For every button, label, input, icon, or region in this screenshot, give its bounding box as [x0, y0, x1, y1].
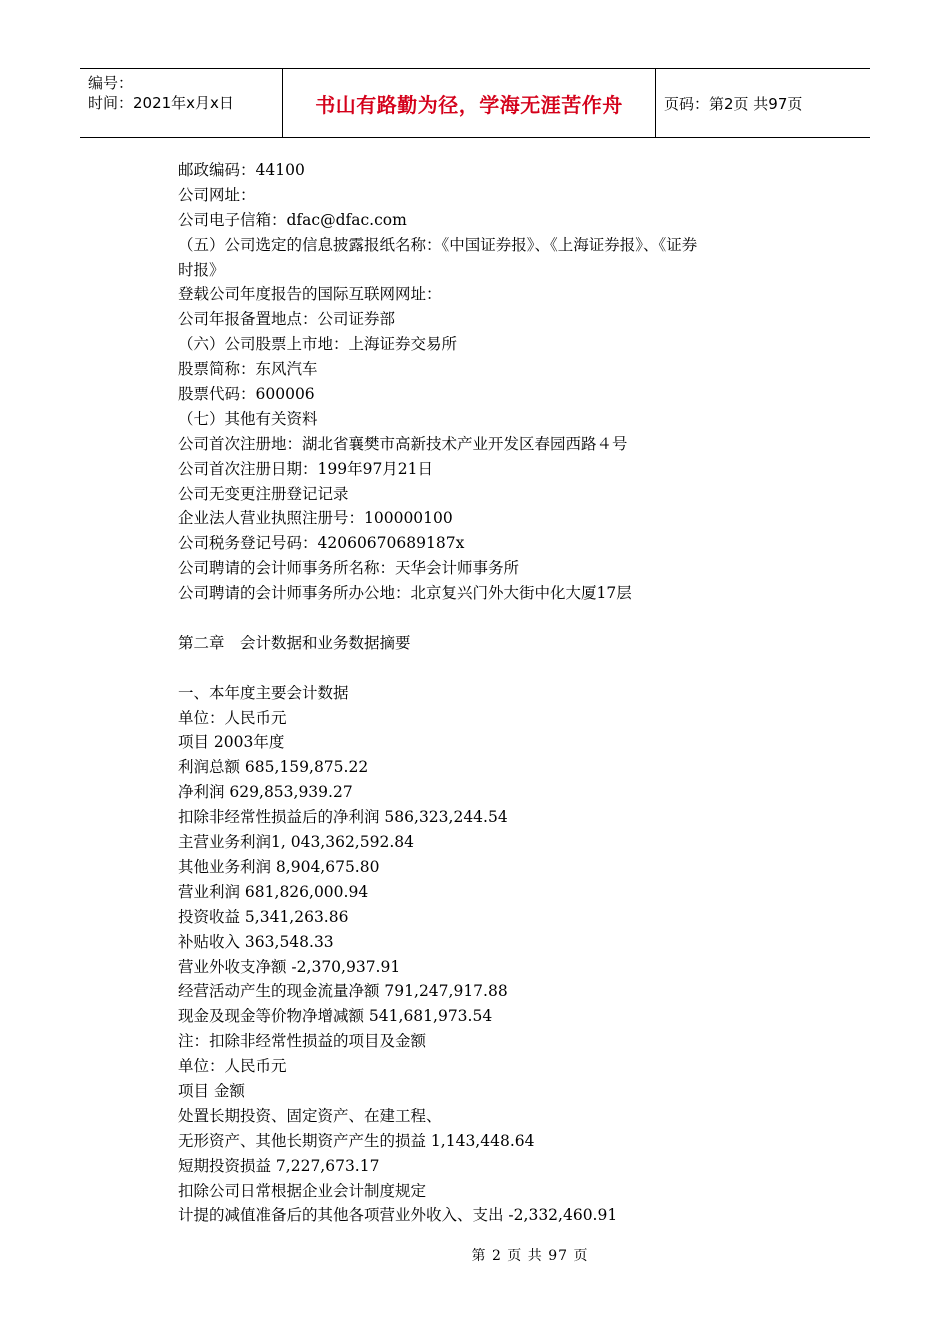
document-date: 时间：2021年x月x日 [88, 94, 234, 112]
body-line: 公司首次注册地：湖北省襄樊市高新技术产业开发区春园西路４号 [178, 434, 628, 453]
body-line: 净利润 629,853,939.27 [178, 783, 353, 802]
page-header [80, 68, 870, 138]
body-line: 项目 2003年度 [178, 733, 285, 752]
body-line: 计提的减值准备后的其他各项营业外收入、支出 -2,332,460.91 [178, 1206, 618, 1225]
body-line: 短期投资损益 7,227,673.17 [178, 1156, 380, 1175]
body-line: （六）公司股票上市地：上海证券交易所 [178, 335, 458, 354]
body-line: 扣除公司日常根据企业会计制度规定 [178, 1181, 427, 1200]
body-line: 公司网址： [178, 185, 256, 204]
body-line: 登载公司年度报告的国际互联网网址： [178, 285, 442, 304]
body-line: 单位：人民币元 [178, 708, 287, 727]
body-line: 时报》 [178, 260, 225, 279]
body-line: （七）其他有关资料 [178, 409, 318, 428]
body-line: 股票简称：东风汽车 [178, 360, 318, 379]
body-line: 注：扣除非经常性损益的项目及金额 [178, 1032, 427, 1051]
body-line: （五）公司选定的信息披露报纸名称：《中国证券报》、《上海证券报》、《证券 [178, 235, 698, 254]
blank-line [178, 656, 798, 681]
body-line: 一、本年度主要会计数据 [178, 683, 349, 702]
document-body [178, 158, 798, 1228]
body-line: 公司税务登记号码：42060670689187x [178, 534, 465, 553]
body-line: 项目 金额 [178, 1081, 245, 1100]
header-page-info: 页码：第2页 共97页 [664, 94, 803, 113]
body-line: 公司无变更注册登记记录 [178, 484, 349, 503]
body-line: 无形资产、其他长期资产产生的损益 1,143,448.64 [178, 1131, 535, 1150]
body-line: 投资收益 5,341,263.86 [178, 907, 349, 926]
body-line: 利润总额 685,159,875.22 [178, 758, 369, 777]
body-line: 营业外收支净额 -2,370,937.91 [178, 957, 401, 976]
body-line: 邮政编码：44100 [178, 161, 305, 179]
body-line: 现金及现金等价物净增减额 541,681,973.54 [178, 1007, 493, 1026]
body-line: 公司首次注册日期：199年97月21日 [178, 459, 434, 478]
document-code-label: 编号： [88, 74, 134, 92]
footer-page-number: 第 2 页 共 97 页 [471, 1248, 589, 1264]
body-line: 公司聘请的会计师事务所名称：天华会计师事务所 [178, 559, 520, 578]
body-line: 公司聘请的会计师事务所办公地：北京复兴门外大街中化大厦17层 [178, 584, 632, 603]
body-line: 补贴收入 363,548.33 [178, 932, 334, 951]
body-line: 公司电子信箱：dfac@dfac.com [178, 210, 407, 229]
body-line: 其他业务利润 8,904,675.80 [178, 857, 380, 876]
header-motto: 书山有路勤为径，学海无涯苦作舟 [282, 69, 656, 137]
body-line: 股票代码：600006 [178, 385, 315, 404]
body-line: 营业利润 681,826,000.94 [178, 882, 369, 901]
body-line: 企业法人营业执照注册号：100000100 [178, 509, 453, 528]
header-left [80, 69, 282, 137]
body-line: 扣除非经常性损益后的净利润 586,323,244.54 [178, 808, 508, 827]
blank-line [178, 606, 798, 631]
page-footer [0, 1245, 950, 1265]
body-line: 单位：人民币元 [178, 1057, 287, 1076]
body-line: 处置长期投资、固定资产、在建工程、 [178, 1106, 442, 1125]
body-line: 主营业务利润1, 043,362,592.84 [178, 833, 414, 852]
body-line: 经营活动产生的现金流量净额 791,247,917.88 [178, 982, 508, 1001]
body-line: 公司年报备置地点：公司证券部 [178, 310, 396, 329]
body-line: 第二章 会计数据和业务数据摘要 [178, 633, 411, 652]
